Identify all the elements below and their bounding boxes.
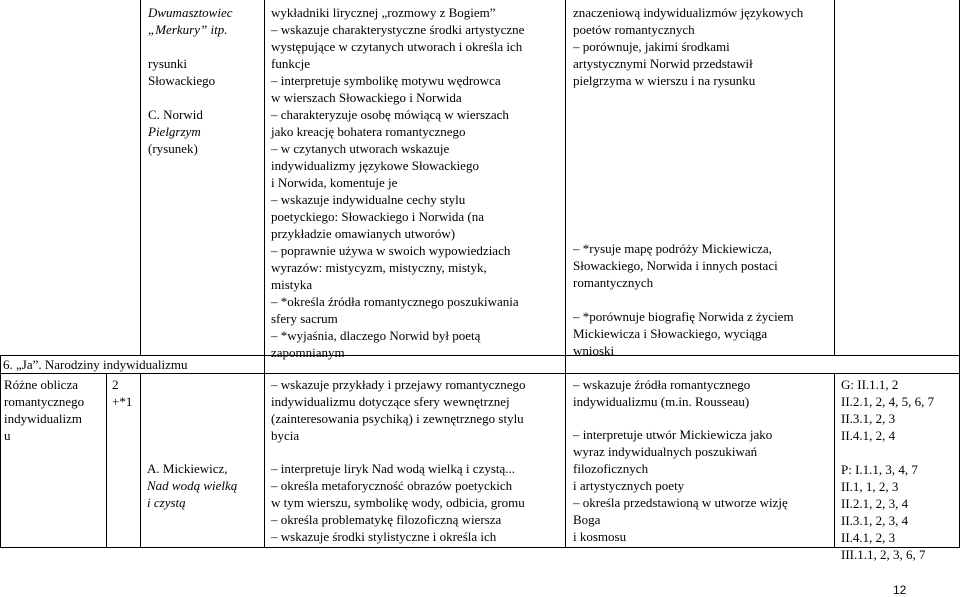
rule-table-bottom — [0, 547, 960, 548]
text-line: przykładzie omawianych utworów) — [271, 226, 456, 241]
text-line: III.1.1, 2, 3, 6, 7 — [841, 547, 926, 562]
text-line: Dwumasztowiec — [148, 5, 233, 20]
text-line: indywidualizmu (m.in. Rousseau) — [573, 394, 750, 409]
text-line: Różne oblicza — [4, 377, 78, 392]
text-line: – wskazuje źródła romantycznego — [573, 377, 751, 392]
col4-top-cell — [573, 4, 831, 89]
text-line: funkcje — [271, 56, 310, 71]
divider-topic-hours — [106, 373, 107, 547]
text-line: Mickiewicza i Słowackiego, wyciąga — [573, 326, 768, 341]
hours-cell — [112, 376, 138, 410]
text-line: w tym wierszu, symbolikę wody, odbicia, gromu — [271, 495, 525, 510]
text-line: – określa problematykę filozoficzną wiersza — [271, 512, 502, 527]
divider-col4-col5 — [834, 373, 835, 547]
text-line: Boga — [573, 512, 601, 527]
text-line: – określa przedstawioną w utworze wizję — [573, 495, 788, 510]
text-line: bycia — [271, 428, 300, 443]
text-line: G: II.1.1, 2 — [841, 377, 899, 392]
text-line: sfery sacrum — [271, 311, 338, 326]
text-line: zapomnianym — [271, 345, 345, 360]
text-line: indywidualizmu dotyczące sfery wewnętrznej — [271, 394, 510, 409]
text-line: u — [4, 428, 11, 443]
text-line — [573, 291, 831, 308]
text-line: poetów romantycznych — [573, 22, 695, 37]
text-line: – *wyjaśnia, dlaczego Norwid był poetą — [271, 328, 481, 343]
text-line: Słowackiego, Norwida i innych postaci — [573, 258, 778, 273]
text-line: – wskazuje indywidualne cechy stylu — [271, 192, 466, 207]
text-line: +*1 — [112, 394, 133, 409]
text-line: wyrazów: mistycyzm, mistyczny, mistyk, — [271, 260, 487, 275]
text-line: w wierszach Słowackiego i Norwida — [271, 90, 462, 105]
text-line: indywidualizm — [4, 411, 82, 426]
text-line: romantycznego — [4, 394, 85, 409]
text-line: poetyckiego: Słowackiego i Norwida (na — [271, 209, 484, 224]
col4-block1 — [573, 376, 831, 410]
text-line: jako kreację bohatera romantycznego — [271, 124, 466, 139]
text-line: A. Mickiewicz, — [147, 461, 228, 476]
text-line: – *rysuje mapę podróży Mickiewicza, — [573, 241, 772, 256]
text-line: występujące w czytanych utworach i określa ich — [271, 39, 523, 54]
text-line: indywidualizmy językowe Słowackiego — [271, 158, 479, 173]
text-line: Pielgrzym — [148, 124, 201, 139]
text-line: Nad wodą wielką — [147, 478, 238, 493]
text-line: i Norwida, komentuje je — [271, 175, 398, 190]
text-line: (zainteresowania psychiką) i zewnętrznego stylu — [271, 411, 524, 426]
texts-cell — [147, 460, 262, 511]
text-line: wyraz indywidualnych poszukiwań — [573, 444, 758, 459]
divider-col4-col5-upper — [834, 0, 835, 355]
border-left — [0, 355, 1, 547]
section-title: 6. „Ja”. Narodziny indywidualizmu — [3, 357, 188, 372]
text-line: P: I.1.1, 3, 4, 7 — [841, 462, 918, 477]
text-line: II.3.1, 2, 3 — [841, 411, 896, 426]
text-line: artystycznymi Norwid przedstawił — [573, 56, 753, 71]
text-line — [148, 38, 260, 55]
divider-col3-col4 — [565, 0, 566, 547]
col3-top-cell — [271, 4, 563, 361]
text-line: 2 — [112, 377, 119, 392]
text-line: „Merkury” itp. — [148, 22, 228, 37]
col3-block2 — [271, 460, 563, 545]
text-line: znaczeniową indywidualizmów językowych — [573, 5, 804, 20]
text-line: mistyka — [271, 277, 313, 292]
text-line — [841, 444, 957, 461]
text-line: – wskazuje środki stylistyczne i określa ich — [271, 529, 497, 544]
text-line: wykładniki lirycznej „rozmowy z Bogiem” — [271, 5, 496, 20]
requirements-cell — [841, 376, 957, 563]
text-line: – interpretuje utwór Mickiewicza jako — [573, 427, 773, 442]
text-line: Słowackiego — [148, 73, 216, 88]
text-line: (rysunek) — [148, 141, 198, 156]
text-line: II.2.1, 2, 3, 4 — [841, 496, 909, 511]
text-line: II.4.1, 2, 4 — [841, 428, 896, 443]
text-line: – wskazuje charakterystyczne środki artystyczne — [271, 22, 525, 37]
text-line: – wskazuje przykłady i przejawy romantycznego — [271, 377, 526, 392]
divider-col1-col2 — [140, 0, 141, 355]
text-line: C. Norwid — [148, 107, 203, 122]
text-line: – *określa źródła romantycznego poszukiwania — [271, 294, 519, 309]
text-line: II.3.1, 2, 3, 4 — [841, 513, 909, 528]
text-line: i artystycznych poety — [573, 478, 685, 493]
col4-mid-cell — [573, 240, 831, 359]
rule-section-bottom — [0, 373, 960, 374]
divider-col2-col3 — [264, 0, 265, 547]
text-line: romantycznych — [573, 275, 654, 290]
text-line: – porównuje, jakimi środkami — [573, 39, 730, 54]
text-line: wnioski — [573, 343, 615, 358]
text-line: – w czytanych utworach wskazuje — [271, 141, 450, 156]
text-line: – określa metaforyczność obrazów poetyckich — [271, 478, 513, 493]
divider-col1-col2-lower — [140, 373, 141, 547]
col4-block2 — [573, 426, 831, 545]
text-line: i czystą — [147, 495, 186, 510]
col2-top-cell — [148, 4, 260, 157]
text-line: – interpretuje symbolikę motywu wędrowca — [271, 73, 501, 88]
text-line: II.4.1, 2, 3 — [841, 530, 896, 545]
text-line: – charakteryzuje osobę mówiącą w wierszach — [271, 107, 509, 122]
text-line: – *porównuje biografię Norwida z życiem — [573, 309, 794, 324]
text-line — [148, 89, 260, 106]
text-line: i kosmosu — [573, 529, 627, 544]
topic-cell — [4, 376, 104, 444]
text-line: II.2.1, 2, 4, 5, 6, 7 — [841, 394, 935, 409]
text-line: rysunki — [148, 56, 187, 71]
text-line: – poprawnie używa w swoich wypowiedziach — [271, 243, 511, 258]
col3-block1 — [271, 376, 563, 444]
text-line: II.1, 1, 2, 3 — [841, 479, 899, 494]
text-line: filozoficznych — [573, 461, 649, 476]
page-number: 12 — [893, 583, 907, 597]
text-line: – interpretuje liryk Nad wodą wielką i czystą... — [271, 461, 516, 476]
text-line: pielgrzyma w wierszu i na rysunku — [573, 73, 756, 88]
